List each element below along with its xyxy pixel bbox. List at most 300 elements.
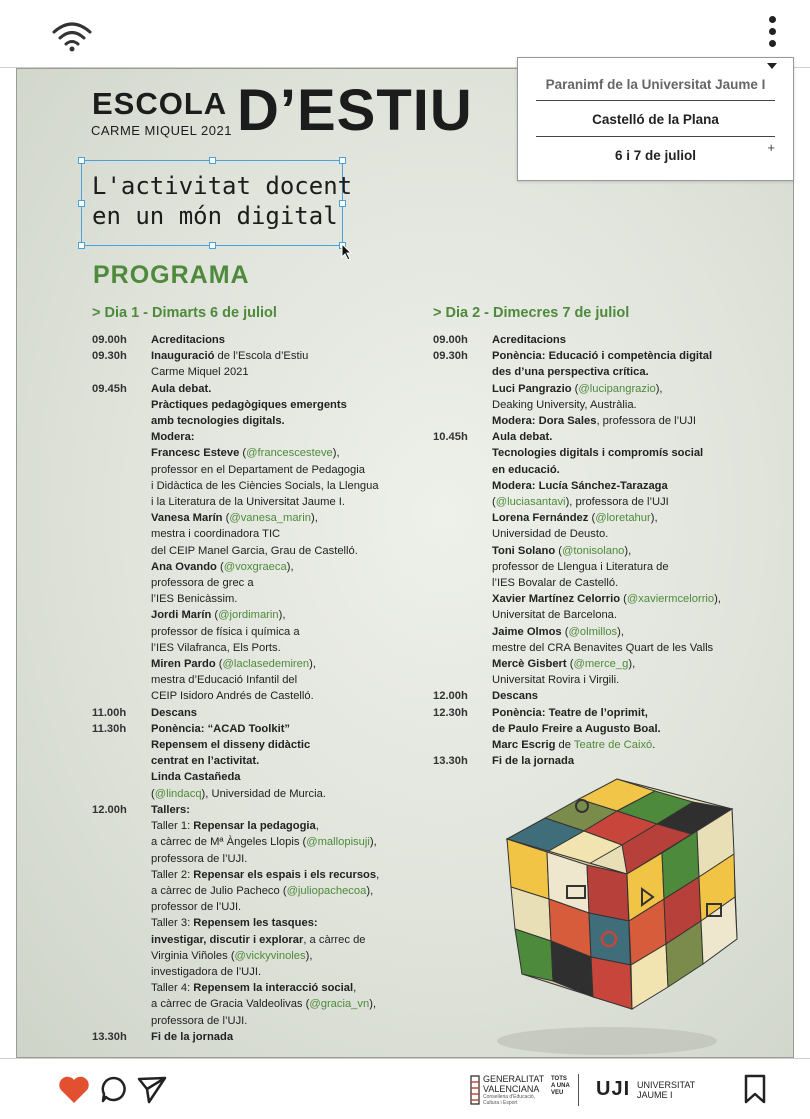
schedule-time xyxy=(433,721,492,737)
schedule-time xyxy=(92,753,151,769)
twitter-handle-link[interactable]: @juliopachecoa xyxy=(286,884,367,897)
schedule-text: Modera: Lucía Sánchez-Tarazaga xyxy=(492,479,668,492)
divider xyxy=(536,136,775,137)
schedule-content xyxy=(151,575,254,591)
schedule-time: 13.30h xyxy=(92,1030,127,1043)
rubiks-cube-illustration xyxy=(467,769,757,1058)
schedule-row xyxy=(433,494,721,510)
subtitle-line-2: en un món digital xyxy=(92,202,338,230)
resize-handle[interactable] xyxy=(209,157,216,164)
schedule-text: ), xyxy=(366,884,374,897)
schedule-content xyxy=(151,429,195,445)
schedule-text: ( xyxy=(151,787,155,800)
schedule-time xyxy=(433,543,492,559)
schedule-row xyxy=(92,429,379,445)
schedule-row xyxy=(433,364,721,380)
resize-handle[interactable] xyxy=(209,242,216,249)
schedule-row xyxy=(92,543,379,559)
schedule-time: 11.00h xyxy=(92,706,127,719)
twitter-handle-link[interactable]: @olmillos xyxy=(568,625,618,638)
twitter-handle-link[interactable]: @lindacq xyxy=(154,787,202,800)
schedule-row xyxy=(92,883,379,899)
schedule-time xyxy=(92,510,151,526)
schedule-time xyxy=(92,364,151,380)
schedule-text: des d’una perspectiva crítica. xyxy=(492,366,649,379)
schedule-text: investigadora de l’UJI. xyxy=(151,965,262,978)
schedule-text: a càrrec de Mª Àngeles Llopis ( xyxy=(151,836,307,849)
schedule-row xyxy=(92,510,379,526)
gva-line-2: VALENCIANA xyxy=(483,1084,540,1094)
schedule-text: investigar, discutir i explorar xyxy=(151,933,304,946)
schedule-content xyxy=(151,364,249,380)
schedule-content xyxy=(151,867,379,883)
schedule-time xyxy=(92,688,151,704)
schedule-text: Virginia Viñoles ( xyxy=(151,949,235,962)
schedule-text: ( xyxy=(566,658,574,671)
schedule-time: 09.30h xyxy=(433,350,468,363)
schedule-content xyxy=(492,559,669,575)
schedule-text: , professora de l’UJI xyxy=(596,415,696,428)
schedule-text: ( xyxy=(222,512,230,525)
twitter-handle-link[interactable]: @vanesa_marin xyxy=(229,512,311,525)
schedule-text: Deaking University, Austràlia. xyxy=(492,398,637,411)
schedule-text: Taller 3: xyxy=(151,917,194,930)
schedule-time xyxy=(433,672,492,688)
twitter-handle-link[interactable]: @jordimarin xyxy=(218,609,279,622)
schedule-text: Fi de la jornada xyxy=(492,755,575,768)
schedule-text: Marc Escrig xyxy=(492,739,556,752)
schedule-text: professora de l’UJI. xyxy=(151,1014,248,1027)
tots-line-2: A UNA xyxy=(551,1083,570,1089)
schedule-text: i Didàctica de les Ciències Socials, la Llengua xyxy=(151,479,379,492)
schedule-text: ( xyxy=(492,496,496,509)
schedule-content xyxy=(492,397,637,413)
selected-text-box[interactable] xyxy=(81,160,353,246)
schedule-text: Repensem les tasques: xyxy=(193,917,318,930)
schedule-time xyxy=(92,786,151,802)
comment-icon[interactable] xyxy=(100,1075,128,1103)
schedule-text: ( xyxy=(211,609,219,622)
schedule-content xyxy=(492,526,608,542)
schedule-text: , a càrrec de xyxy=(303,933,366,946)
twitter-handle-link[interactable]: @voxgraeca xyxy=(223,560,287,573)
schedule-time xyxy=(92,462,151,478)
schedule-row xyxy=(433,543,721,559)
schedule-text: Toni Solano xyxy=(492,544,556,557)
schedule-text: professor de Llengua i Literatura de xyxy=(492,560,669,573)
schedule-row xyxy=(433,332,721,348)
schedule-time: 09.30h xyxy=(92,350,127,363)
schedule-content xyxy=(151,332,225,348)
schedule-time xyxy=(433,510,492,526)
twitter-handle-link[interactable]: @merce_g xyxy=(573,658,629,671)
schedule-row xyxy=(92,478,379,494)
schedule-text: Ponència: Teatre de l’oprimit, xyxy=(492,706,648,719)
schedule-text: professor en el Departament de Pedagogia xyxy=(151,463,365,476)
schedule-content xyxy=(151,413,285,429)
schedule-text: Lorena Fernández xyxy=(492,512,589,525)
schedule-text: Mercè Gisbert xyxy=(492,658,567,671)
schedule-time xyxy=(433,591,492,607)
schedule-text: ), xyxy=(624,544,632,557)
schedule-content xyxy=(492,364,649,380)
tots-line-1: TOTS xyxy=(551,1076,567,1082)
schedule-time xyxy=(92,656,151,672)
schedule-text: del CEIP Manel Garcia, Grau de Castelló. xyxy=(151,544,358,557)
bookmark-icon[interactable] xyxy=(744,1074,766,1104)
resize-handle[interactable] xyxy=(339,200,346,207)
schedule-time xyxy=(433,656,492,672)
twitter-handle-link[interactable]: @mallopisuji xyxy=(306,836,370,849)
schedule-text: Repensar els espais i els recursos xyxy=(193,868,377,881)
schedule-content xyxy=(151,348,308,364)
schedule-time xyxy=(92,834,151,850)
schedule-text: Carme Miquel 2021 xyxy=(151,366,249,379)
schedule-text: Taller 1: xyxy=(151,820,194,833)
resize-handle[interactable] xyxy=(339,157,346,164)
schedule-text: Descans xyxy=(492,690,539,703)
twitter-handle-link[interactable]: @francescesteve xyxy=(246,447,333,460)
schedule-text: ), xyxy=(369,998,377,1011)
schedule-content xyxy=(492,429,552,445)
day2-schedule xyxy=(433,332,721,769)
schedule-row xyxy=(433,737,721,753)
schedule-row xyxy=(433,413,721,429)
schedule-row xyxy=(433,607,721,623)
twitter-handle-link[interactable]: @xaviermcelorrio xyxy=(626,593,715,606)
schedule-row xyxy=(92,851,379,867)
schedule-text: Aula debat. xyxy=(151,382,212,395)
schedule-row xyxy=(92,948,379,964)
schedule-content xyxy=(151,1029,233,1045)
more-vertical-icon[interactable] xyxy=(758,12,786,52)
twitter-handle-link[interactable]: @tonisolano xyxy=(562,544,625,557)
schedule-text: professora de l’UJI. xyxy=(151,852,248,865)
schedule-row xyxy=(433,445,721,461)
schedule-content xyxy=(151,591,237,607)
heart-icon[interactable] xyxy=(58,1075,90,1105)
schedule-text: de l’Escola d’Estiu xyxy=(214,350,309,363)
schedule-text: a càrrec de Gracia Valdeolivas ( xyxy=(151,998,310,1011)
schedule-row xyxy=(433,478,721,494)
schedule-row xyxy=(433,624,721,640)
schedule-text: ), xyxy=(309,658,316,671)
schedule-text: Tecnologies digitals i compromís social xyxy=(492,447,704,460)
schedule-text: ( xyxy=(561,625,569,638)
share-icon[interactable] xyxy=(136,1074,168,1104)
poster-image xyxy=(16,68,794,1058)
schedule-time xyxy=(433,397,492,413)
schedule-content xyxy=(492,721,661,737)
schedule-text: Acreditacions xyxy=(151,334,225,346)
schedule-text: i la Literatura de la Universitat Jaume I. xyxy=(151,496,346,509)
schedule-row xyxy=(92,932,379,948)
schedule-text: . xyxy=(652,739,656,752)
schedule-time xyxy=(433,381,492,397)
schedule-text: ), xyxy=(650,512,658,525)
schedule-time xyxy=(92,429,151,445)
schedule-content xyxy=(492,445,703,461)
schedule-time xyxy=(92,883,151,899)
schedule-content xyxy=(151,559,294,575)
resize-handle[interactable] xyxy=(78,200,85,207)
schedule-row xyxy=(92,1029,379,1045)
schedule-row xyxy=(433,510,721,526)
schedule-content xyxy=(151,883,373,899)
schedule-content xyxy=(151,932,366,948)
schedule-time: 11.30h xyxy=(92,722,127,735)
info-dates: 6 i 7 de juliol xyxy=(614,148,697,163)
schedule-row xyxy=(92,559,379,575)
schedule-row xyxy=(433,575,721,591)
schedule-row xyxy=(92,494,379,510)
schedule-time xyxy=(92,818,151,834)
schedule-text: l’IES Benicàssim. xyxy=(151,593,238,606)
schedule-content xyxy=(151,494,345,510)
schedule-text: Ponència: “ACAD Toolkit” xyxy=(151,722,291,735)
info-venue: Paranimf de la Universitat Jaume I xyxy=(545,77,766,92)
schedule-time: 10.45h xyxy=(433,431,468,444)
schedule-text: ), xyxy=(655,382,663,395)
schedule-content xyxy=(492,607,617,623)
schedule-content xyxy=(492,510,658,526)
schedule-row xyxy=(92,737,379,753)
schedule-row xyxy=(433,348,721,364)
schedule-time xyxy=(92,867,151,883)
title-carme-miquel: CARME MIQUEL 2021 xyxy=(91,123,232,138)
resize-handle[interactable] xyxy=(78,242,85,249)
schedule-row xyxy=(433,591,721,607)
uji-line-2: JAUME I xyxy=(637,1090,673,1100)
day1-heading: > Dia 1 - Dimarts 6 de juliol xyxy=(92,305,277,321)
schedule-text: Luci Pangrazio xyxy=(492,382,572,395)
schedule-time xyxy=(92,640,151,656)
schedule-time xyxy=(433,607,492,623)
programa-heading: PROGRAMA xyxy=(93,261,250,289)
schedule-text: ), xyxy=(305,949,313,962)
schedule-text: l’IES Bovalar de Castelló. xyxy=(492,577,619,590)
resize-handle[interactable] xyxy=(78,157,85,164)
schedule-content xyxy=(492,753,574,769)
schedule-row xyxy=(433,672,721,688)
schedule-content xyxy=(492,737,655,753)
schedule-time xyxy=(92,559,151,575)
schedule-text: ( xyxy=(239,447,247,460)
schedule-text: mestra d’Educació Infantil del xyxy=(151,674,298,687)
schedule-text: Miren Pardo xyxy=(151,658,216,671)
schedule-row xyxy=(92,980,379,996)
schedule-text: Modera: xyxy=(151,431,195,444)
twitter-handle-link[interactable]: @lucipangrazio xyxy=(578,382,656,395)
subtitle-line-1: L'activitat docent xyxy=(92,172,353,200)
schedule-text: ( xyxy=(555,544,563,557)
schedule-time xyxy=(92,575,151,591)
schedule-text: l’IES Vilafranca, Els Ports. xyxy=(151,641,281,654)
schedule-text: professor de l’UJI. xyxy=(151,901,242,914)
schedule-row xyxy=(92,818,379,834)
schedule-time: 09.00h xyxy=(92,334,127,346)
schedule-text: Pràctiques pedagògiques emergents xyxy=(151,398,347,411)
schedule-content xyxy=(492,640,713,656)
schedule-row xyxy=(92,397,379,413)
schedule-text: Universitat de Barcelona. xyxy=(492,609,617,622)
schedule-row xyxy=(92,575,379,591)
schedule-time xyxy=(92,591,151,607)
divider xyxy=(578,1074,579,1106)
schedule-row xyxy=(92,640,379,656)
schedule-text: Universitat Rovira i Virgili. xyxy=(492,674,620,687)
divider xyxy=(536,100,775,101)
schedule-text: Modera: Dora Sales xyxy=(492,415,597,428)
schedule-time xyxy=(433,737,492,753)
schedule-text: professor de física i química a xyxy=(151,625,300,638)
gva-sub-1: Conselleria d'Educació, xyxy=(483,1094,536,1100)
schedule-time xyxy=(92,672,151,688)
info-card xyxy=(517,57,794,181)
schedule-text: ), xyxy=(628,658,636,671)
schedule-row xyxy=(433,559,721,575)
schedule-time: 12.00h xyxy=(433,690,468,703)
title-estiu: D’ESTIU xyxy=(237,78,473,143)
schedule-content xyxy=(151,688,314,704)
schedule-row xyxy=(92,705,379,721)
schedule-content xyxy=(492,543,631,559)
schedule-time xyxy=(92,964,151,980)
schedule-content xyxy=(151,721,290,737)
schedule-text: ( xyxy=(620,593,627,606)
schedule-time xyxy=(92,494,151,510)
uji-mark: UJI xyxy=(596,1078,631,1100)
schedule-text: ), xyxy=(311,512,318,525)
schedule-time xyxy=(433,462,492,478)
schedule-time xyxy=(92,445,151,461)
day2-heading: > Dia 2 - Dimecres 7 de juliol xyxy=(433,305,630,321)
schedule-time xyxy=(92,526,151,542)
schedule-row xyxy=(92,721,379,737)
schedule-content xyxy=(151,640,281,656)
schedule-time xyxy=(433,494,492,510)
schedule-text: mestra i coordinadora TIC xyxy=(151,528,281,541)
mouse-cursor-icon xyxy=(341,243,353,261)
schedule-time: 12.30h xyxy=(433,706,468,719)
schedule-row xyxy=(92,413,379,429)
schedule-time xyxy=(92,543,151,559)
schedule-text: , xyxy=(376,868,380,881)
schedule-row xyxy=(433,397,721,413)
schedule-row xyxy=(92,445,379,461)
schedule-text: ( xyxy=(215,658,223,671)
schedule-text: Jaime Olmos xyxy=(492,625,562,638)
schedule-row xyxy=(92,753,379,769)
info-city: Castelló de la Plana xyxy=(592,112,719,127)
day1-schedule xyxy=(92,332,379,1045)
schedule-content xyxy=(151,1013,247,1029)
caret-down-icon xyxy=(767,63,777,69)
schedule-text: centrat en l’activitat. xyxy=(151,755,260,768)
schedule-time xyxy=(433,478,492,494)
schedule-row xyxy=(92,834,379,850)
schedule-text: mestre del CRA Benavites Quart de les Valls xyxy=(492,641,714,654)
schedule-content xyxy=(151,705,197,721)
schedule-content xyxy=(151,915,318,931)
twitter-handle-link[interactable]: @luciasantavi xyxy=(495,496,566,509)
schedule-text: ), xyxy=(369,836,377,849)
schedule-time xyxy=(92,413,151,429)
schedule-row xyxy=(433,753,721,769)
schedule-time xyxy=(433,640,492,656)
schedule-row xyxy=(92,996,379,1012)
schedule-content xyxy=(151,769,241,785)
schedule-content xyxy=(492,656,635,672)
schedule-row xyxy=(433,688,721,704)
twitter-handle-link[interactable]: @laclasedemiren xyxy=(222,658,310,671)
schedule-row xyxy=(433,429,721,445)
schedule-content xyxy=(492,591,721,607)
schedule-content xyxy=(151,624,300,640)
schedule-text: Repensar la pedagogia xyxy=(193,820,316,833)
schedule-text: Acreditacions xyxy=(492,334,566,346)
schedule-text: ), Universidad de Murcia. xyxy=(201,787,326,800)
schedule-row xyxy=(92,672,379,688)
schedule-text: Inauguració xyxy=(151,350,215,363)
title-escola: ESCOLA xyxy=(92,86,228,121)
twitter-handle-link[interactable]: @gracia_vn xyxy=(309,998,370,1011)
schedule-text: ), xyxy=(332,447,340,460)
schedule-content xyxy=(492,672,619,688)
schedule-content xyxy=(492,478,668,494)
schedule-content xyxy=(151,462,365,478)
schedule-text: ), xyxy=(714,593,721,606)
schedule-row xyxy=(433,640,721,656)
schedule-text: Xavier Martínez Celorrio xyxy=(492,593,621,606)
schedule-content xyxy=(151,510,318,526)
schedule-content xyxy=(492,462,560,478)
schedule-content xyxy=(492,348,712,364)
schedule-text: Taller 2: xyxy=(151,868,194,881)
schedule-content xyxy=(151,753,259,769)
schedule-text: Vanesa Marín xyxy=(151,512,223,525)
schedule-time: 12.00h xyxy=(92,803,127,816)
schedule-content xyxy=(492,332,566,348)
schedule-content xyxy=(151,964,261,980)
schedule-text: Ponència: Educació i competència digital xyxy=(492,350,713,363)
schedule-content xyxy=(151,737,310,753)
schedule-time xyxy=(92,607,151,623)
schedule-content xyxy=(492,413,696,429)
schedule-text: Repensem el disseny didàctic xyxy=(151,739,311,752)
schedule-content xyxy=(492,381,663,397)
schedule-text: ), professora de l’UJI xyxy=(565,496,669,509)
schedule-text: ), xyxy=(278,609,286,622)
schedule-row xyxy=(92,364,379,380)
schedule-time xyxy=(92,1013,151,1029)
schedule-time xyxy=(92,397,151,413)
schedule-row xyxy=(92,462,379,478)
twitter-handle-link[interactable]: @loretahur xyxy=(595,512,651,525)
schedule-time xyxy=(92,851,151,867)
schedule-time xyxy=(92,996,151,1012)
twitter-handle-link[interactable]: @vickyvinoles xyxy=(234,949,306,962)
schedule-text: Tallers: xyxy=(151,803,190,816)
schedule-row xyxy=(92,526,379,542)
schedule-content xyxy=(492,688,538,704)
schedule-row xyxy=(92,1013,379,1029)
schedule-content xyxy=(151,834,377,850)
schedule-text: a càrrec de Julio Pacheco ( xyxy=(151,884,287,897)
schedule-time xyxy=(433,526,492,542)
twitter-handle-link[interactable]: Teatre de Caixó xyxy=(573,739,653,752)
schedule-text: Francesc Esteve xyxy=(151,447,240,460)
